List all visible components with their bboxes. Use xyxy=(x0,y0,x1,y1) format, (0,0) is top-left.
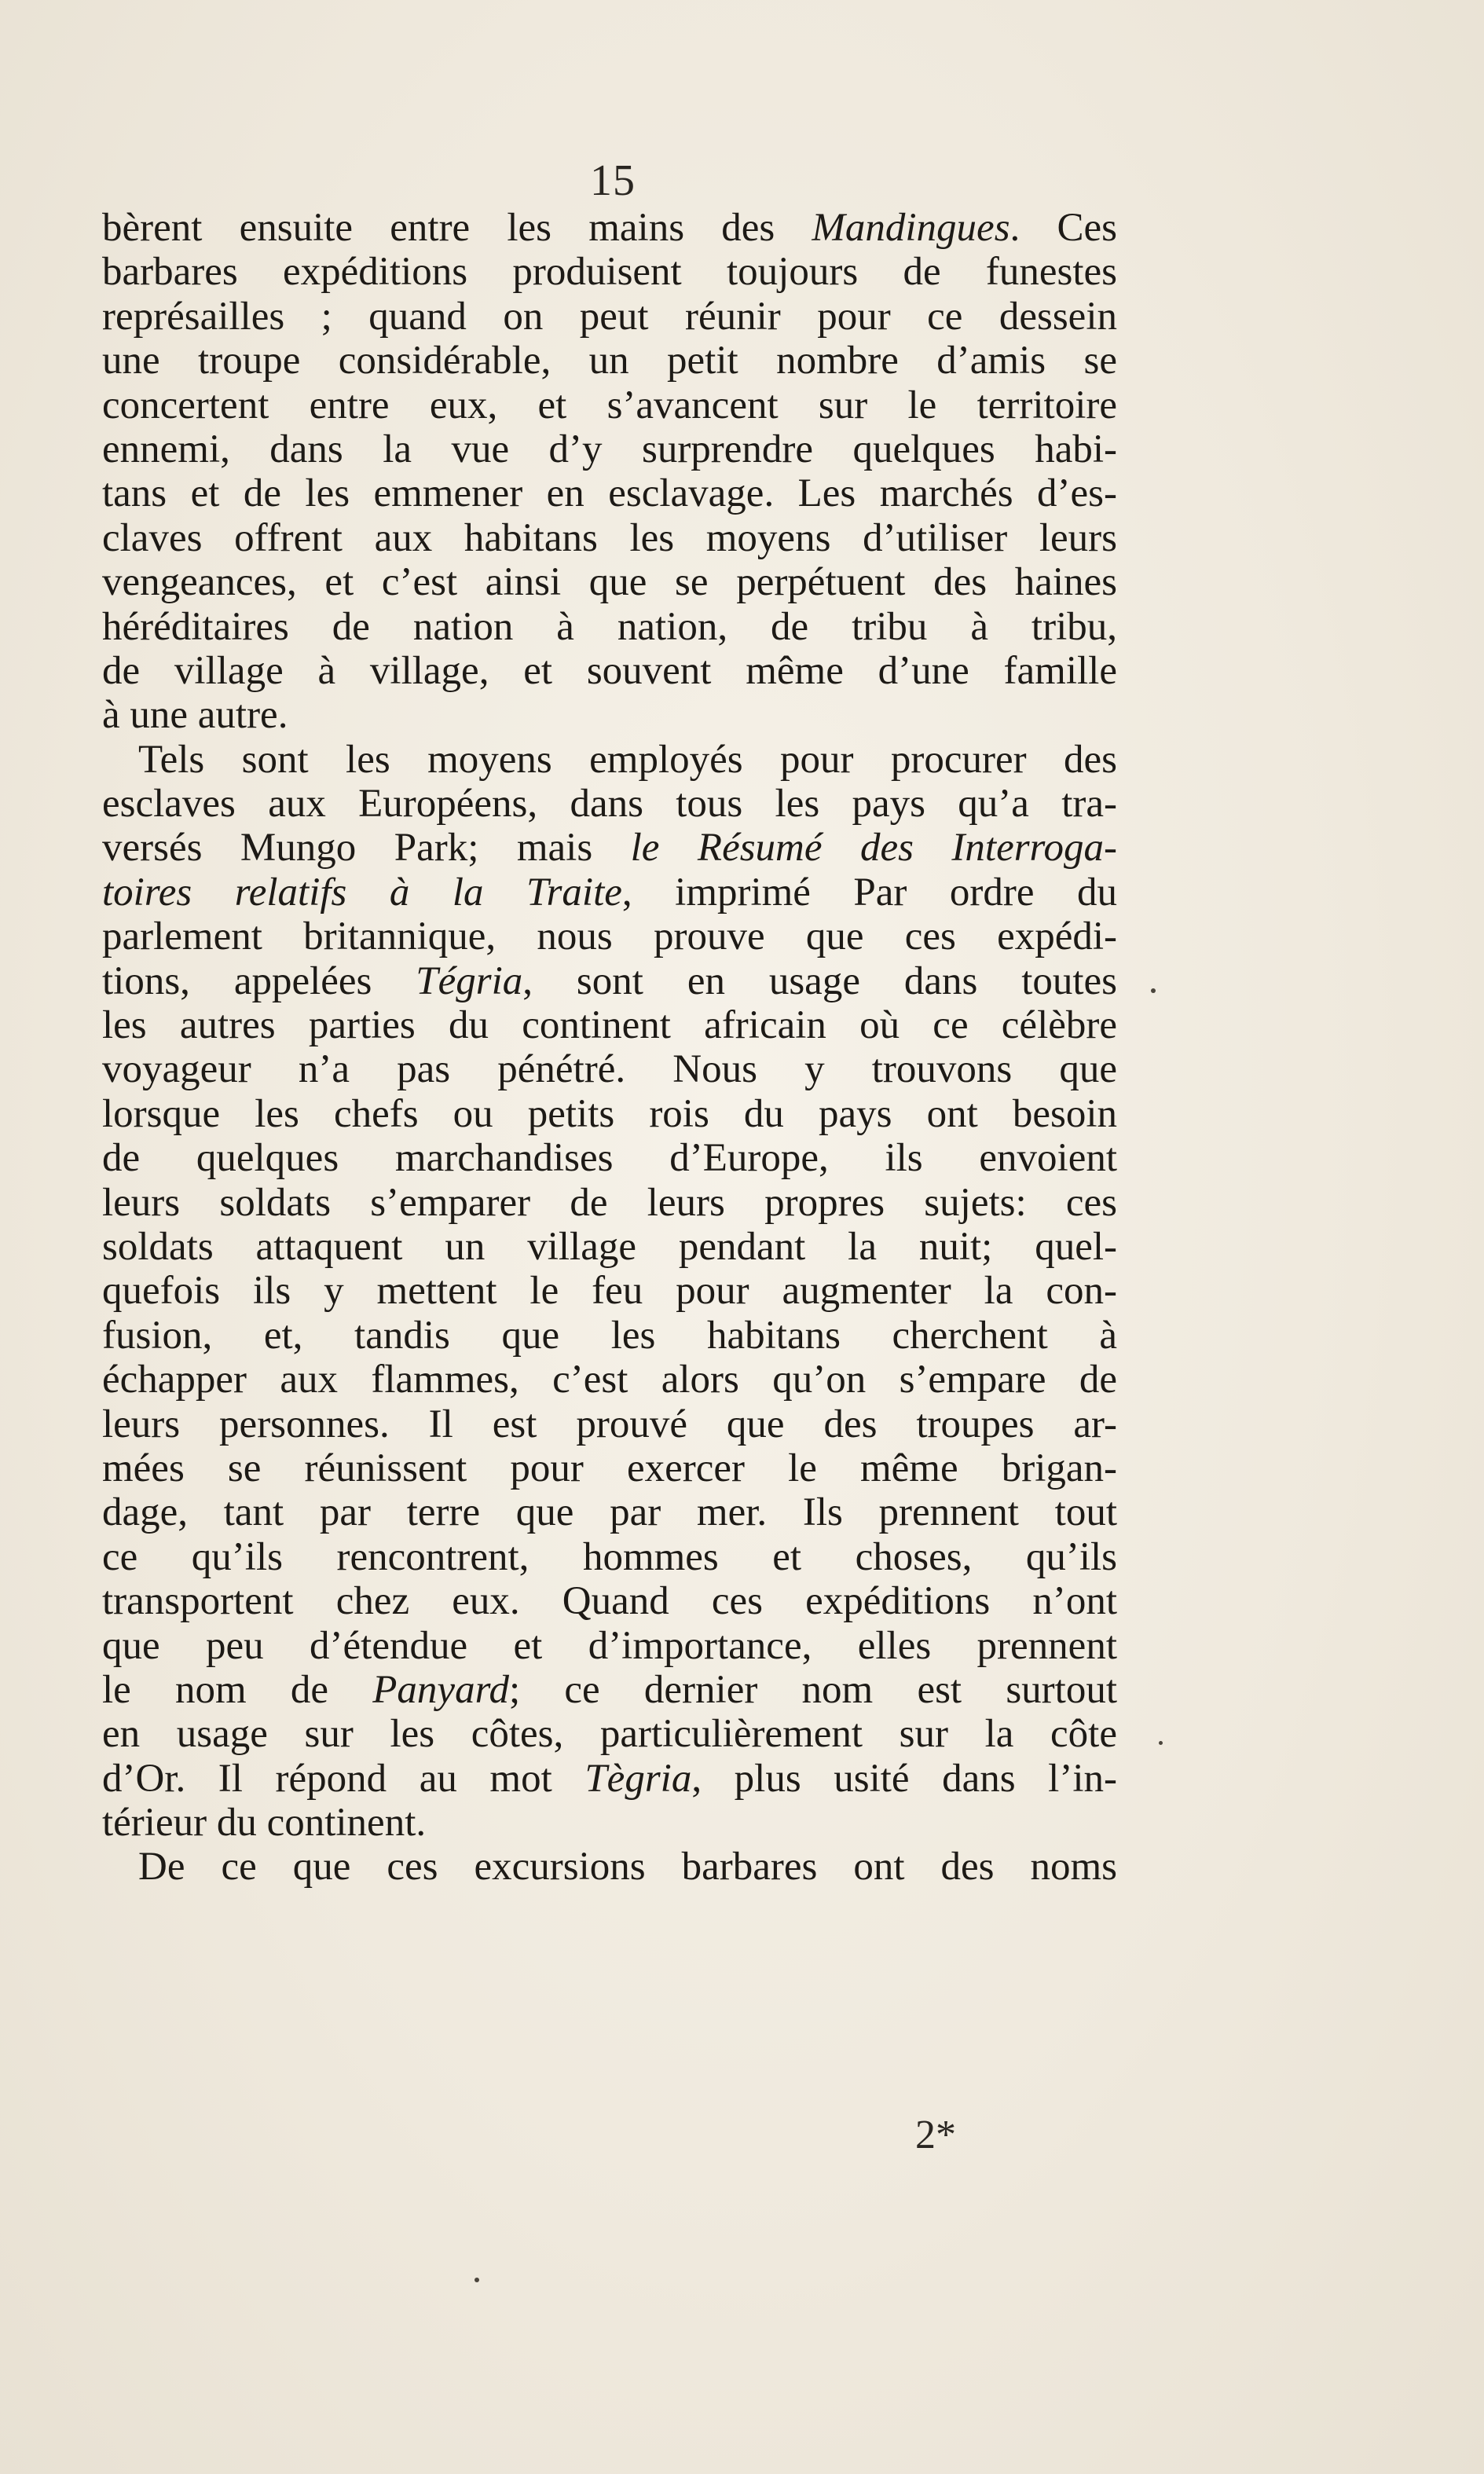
text-line xyxy=(102,1490,1117,1534)
text-line xyxy=(102,870,1117,914)
text-segment: d’Or. Il répond au mot xyxy=(102,1756,585,1801)
text-line xyxy=(102,560,1117,604)
text-line xyxy=(102,1668,1117,1712)
text-segment: bèrent ensuite entre les mains des xyxy=(102,206,812,250)
text-line xyxy=(102,1535,1117,1579)
text-segment: tions, appelées xyxy=(102,958,416,1003)
text-line xyxy=(102,1801,1117,1845)
text-line xyxy=(102,206,1117,250)
text-segment: , imprimé Par ordre du xyxy=(621,870,1118,914)
text-segment: . Ces xyxy=(1009,206,1117,250)
text-segment: une troupe considérable, un petit nombre d’amis se xyxy=(102,339,1117,383)
text-line xyxy=(102,1712,1117,1756)
text-segment: ennemi, dans la vue d’y surprendre quelques habi- xyxy=(102,427,1117,471)
text-line xyxy=(102,516,1117,560)
ink-speck xyxy=(1159,1741,1163,1745)
text-segment: de quelques marchandises d’Europe, ils envoient xyxy=(102,1136,1117,1181)
text-line xyxy=(102,1003,1117,1047)
body-text xyxy=(102,206,1117,1889)
text-segment: soldats attaquent un village pendant la nuit; quel- xyxy=(102,1224,1117,1269)
text-segment: térieur du continent. xyxy=(102,1801,427,1845)
text-segment: leurs soldats s’emparer de leurs propres sujets: ces xyxy=(102,1180,1117,1225)
text-segment: Tels sont les moyens employés pour procurer des xyxy=(138,737,1117,782)
text-line xyxy=(102,383,1117,427)
text-line xyxy=(102,295,1117,339)
text-line xyxy=(102,250,1117,294)
text-segment: leurs personnes. Il est prouvé que des troupes ar- xyxy=(102,1402,1117,1446)
text-segment: versés Mungo Park; mais xyxy=(102,826,631,870)
text-line xyxy=(102,1358,1117,1402)
text-line xyxy=(102,782,1117,826)
text-segment: de village à village, et souvent même d’une famille xyxy=(102,648,1117,693)
text-line xyxy=(102,738,1117,782)
text-segment: en usage sur les côtes, particulièrement sur la côte xyxy=(102,1712,1117,1757)
text-segment: claves offrent aux habitans les moyens d’utiliser leurs xyxy=(102,515,1117,560)
text-line xyxy=(102,1845,1117,1889)
text-line xyxy=(102,1136,1117,1180)
text-segment: échapper aux flammes, c’est alors qu’on s’empare de xyxy=(102,1358,1117,1402)
text-line xyxy=(102,693,1117,737)
text-line xyxy=(102,471,1117,515)
text-line xyxy=(102,1402,1117,1446)
text-line xyxy=(102,826,1117,870)
text-line xyxy=(102,649,1117,693)
text-segment: le nom de xyxy=(102,1667,373,1712)
text-line xyxy=(102,1314,1117,1358)
italic-text: Tègria xyxy=(584,1756,692,1801)
text-segment: vengeances, et c’est ainsi que se perpétuent des haines xyxy=(102,560,1117,605)
text-segment: ; ce dernier nom est surtout xyxy=(509,1667,1117,1712)
italic-text: Mandingues xyxy=(812,206,1010,250)
text-segment: fusion, et, tandis que les habitans cherchent à xyxy=(102,1313,1117,1358)
text-segment: représailles ; quand on peut réunir pour ce dessein xyxy=(102,294,1117,339)
italic-text: Tégria xyxy=(416,958,523,1003)
ink-speck xyxy=(1151,988,1156,993)
text-segment: les autres parties du continent africain où ce célèbre xyxy=(102,1003,1117,1048)
text-segment: à une autre. xyxy=(102,693,288,738)
text-line xyxy=(102,1269,1117,1313)
text-line xyxy=(102,914,1117,958)
text-line xyxy=(102,339,1117,383)
text-segment: mées se réunissent pour exercer le même brigan- xyxy=(102,1446,1117,1490)
text-segment: ce qu’ils rencontrent, hommes et choses, qu’ils xyxy=(102,1534,1117,1579)
text-line xyxy=(102,1225,1117,1269)
text-line xyxy=(102,959,1117,1003)
text-line xyxy=(102,1181,1117,1225)
text-segment: héréditaires de nation à nation, de tribu à tribu, xyxy=(102,604,1117,649)
text-line xyxy=(102,1579,1117,1623)
text-line xyxy=(102,1446,1117,1490)
italic-text: Panyard xyxy=(372,1667,510,1712)
italic-text: toires relatifs à la Traite xyxy=(102,870,622,914)
text-segment: tans et de les emmener en esclavage. Les marchés d’es- xyxy=(102,471,1117,516)
text-line xyxy=(102,1092,1117,1136)
text-segment: que peu d’étendue et d’importance, elles prennent xyxy=(102,1623,1117,1668)
text-segment: barbares expéditions produisent toujours de funestes xyxy=(102,250,1117,295)
text-segment: parlement britannique, nous prouve que ces expédi- xyxy=(102,914,1117,959)
text-segment: quefois ils y mettent le feu pour augmenter la con- xyxy=(102,1269,1117,1314)
text-segment: , sont en usage dans toutes xyxy=(522,958,1118,1003)
ink-speck xyxy=(475,2278,479,2282)
text-line xyxy=(102,605,1117,649)
text-segment: voyageur n’a pas pénétré. Nous y trouvons que xyxy=(102,1047,1117,1092)
text-segment: dage, tant par terre que par mer. Ils prennent tout xyxy=(102,1490,1117,1535)
italic-text: le Résumé des Interroga- xyxy=(630,826,1117,870)
signature-mark: 2* xyxy=(915,2113,956,2157)
page-number: 15 xyxy=(590,156,636,205)
text-segment: concertent entre eux, et s’avancent sur le territoire xyxy=(102,383,1117,427)
text-segment: lorsque les chefs ou petits rois du pays ont besoin xyxy=(102,1091,1117,1136)
text-line xyxy=(102,1047,1117,1091)
text-line xyxy=(102,1624,1117,1668)
text-line xyxy=(102,427,1117,471)
text-line xyxy=(102,1757,1117,1801)
text-segment: transportent chez eux. Quand ces expéditions n’ont xyxy=(102,1579,1117,1624)
text-segment: , plus usité dans l’in- xyxy=(691,1756,1117,1801)
text-segment: De ce que ces excursions barbares ont des noms xyxy=(138,1845,1117,1889)
text-segment: esclaves aux Européens, dans tous les pays qu’a tra- xyxy=(102,782,1117,826)
